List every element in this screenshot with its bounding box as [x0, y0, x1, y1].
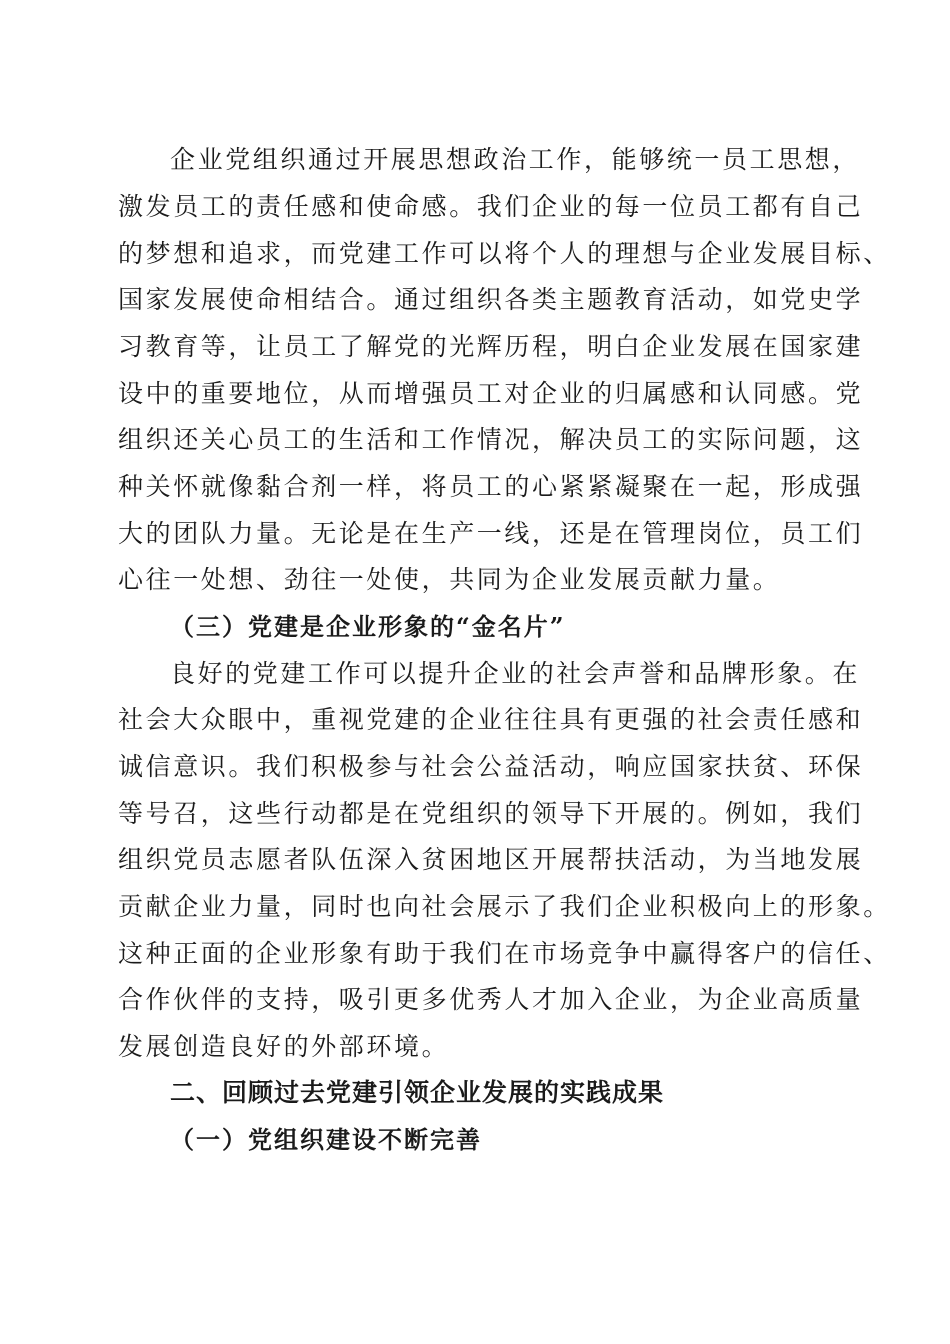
paragraph-1-line-8: 种关怀就像黏合剂一样，将员工的心紧紧凝聚在一起，形成强	[118, 472, 864, 501]
paragraph-1-line-7: 组织还关心员工的生活和工作情况，解决员工的实际问题，这	[118, 425, 864, 454]
paragraph-2-line-2: 社会大众眼中，重视党建的企业往往具有更强的社会责任感和	[118, 705, 864, 734]
paragraph-2-line-9: 发展创造良好的外部环境。	[118, 1032, 450, 1061]
paragraph-1-line-5: 习教育等，让员工了解党的光辉历程，明白企业发展在国家建	[118, 332, 864, 361]
paragraph-1-line-10: 心往一处想、劲往一处使，共同为企业发展贡献力量。	[118, 565, 781, 594]
chapter-2-heading: 二、回顾过去党建引领企业发展的实践成果	[170, 1078, 665, 1107]
section-3-heading: （三）党建是企业形象的“金名片”	[170, 612, 566, 641]
section-1-heading: （一）党组织建设不断完善	[170, 1125, 482, 1154]
paragraph-2-line-3: 诚信意识。我们积极参与社会公益活动，响应国家扶贫、环保	[118, 752, 864, 781]
paragraph-2-line-8: 合作伙伴的支持，吸引更多优秀人才加入企业，为企业高质量	[118, 985, 864, 1014]
paragraph-1-line-2: 激发员工的责任感和使命感。我们企业的每一位员工都有自己	[118, 192, 864, 221]
paragraph-1-line-6: 设中的重要地位，从而增强员工对企业的归属感和认同感。党	[118, 379, 864, 408]
paragraph-1-line-1: 企业党组织通过开展思想政治工作，能够统一员工思想，	[170, 145, 861, 174]
paragraph-2-line-6: 贡献企业力量，同时也向社会展示了我们企业积极向上的形象。	[118, 892, 891, 921]
paragraph-2-line-7: 这种正面的企业形象有助于我们在市场竞争中赢得客户的信任、	[118, 939, 891, 968]
paragraph-2-line-4: 等号召，这些行动都是在党组织的领导下开展的。例如，我们	[118, 799, 864, 828]
paragraph-2-line-1: 良好的党建工作可以提升企业的社会声誉和品牌形象。在	[170, 659, 861, 688]
paragraph-2-line-5: 组织党员志愿者队伍深入贫困地区开展帮扶活动，为当地发展	[118, 845, 864, 874]
paragraph-1-line-3: 的梦想和追求，而党建工作可以将个人的理想与企业发展目标、	[118, 239, 891, 268]
paragraph-1-line-9: 大的团队力量。无论是在生产一线，还是在管理岗位，员工们	[118, 519, 864, 548]
paragraph-1-line-4: 国家发展使命相结合。通过组织各类主题教育活动，如党史学	[118, 285, 864, 314]
